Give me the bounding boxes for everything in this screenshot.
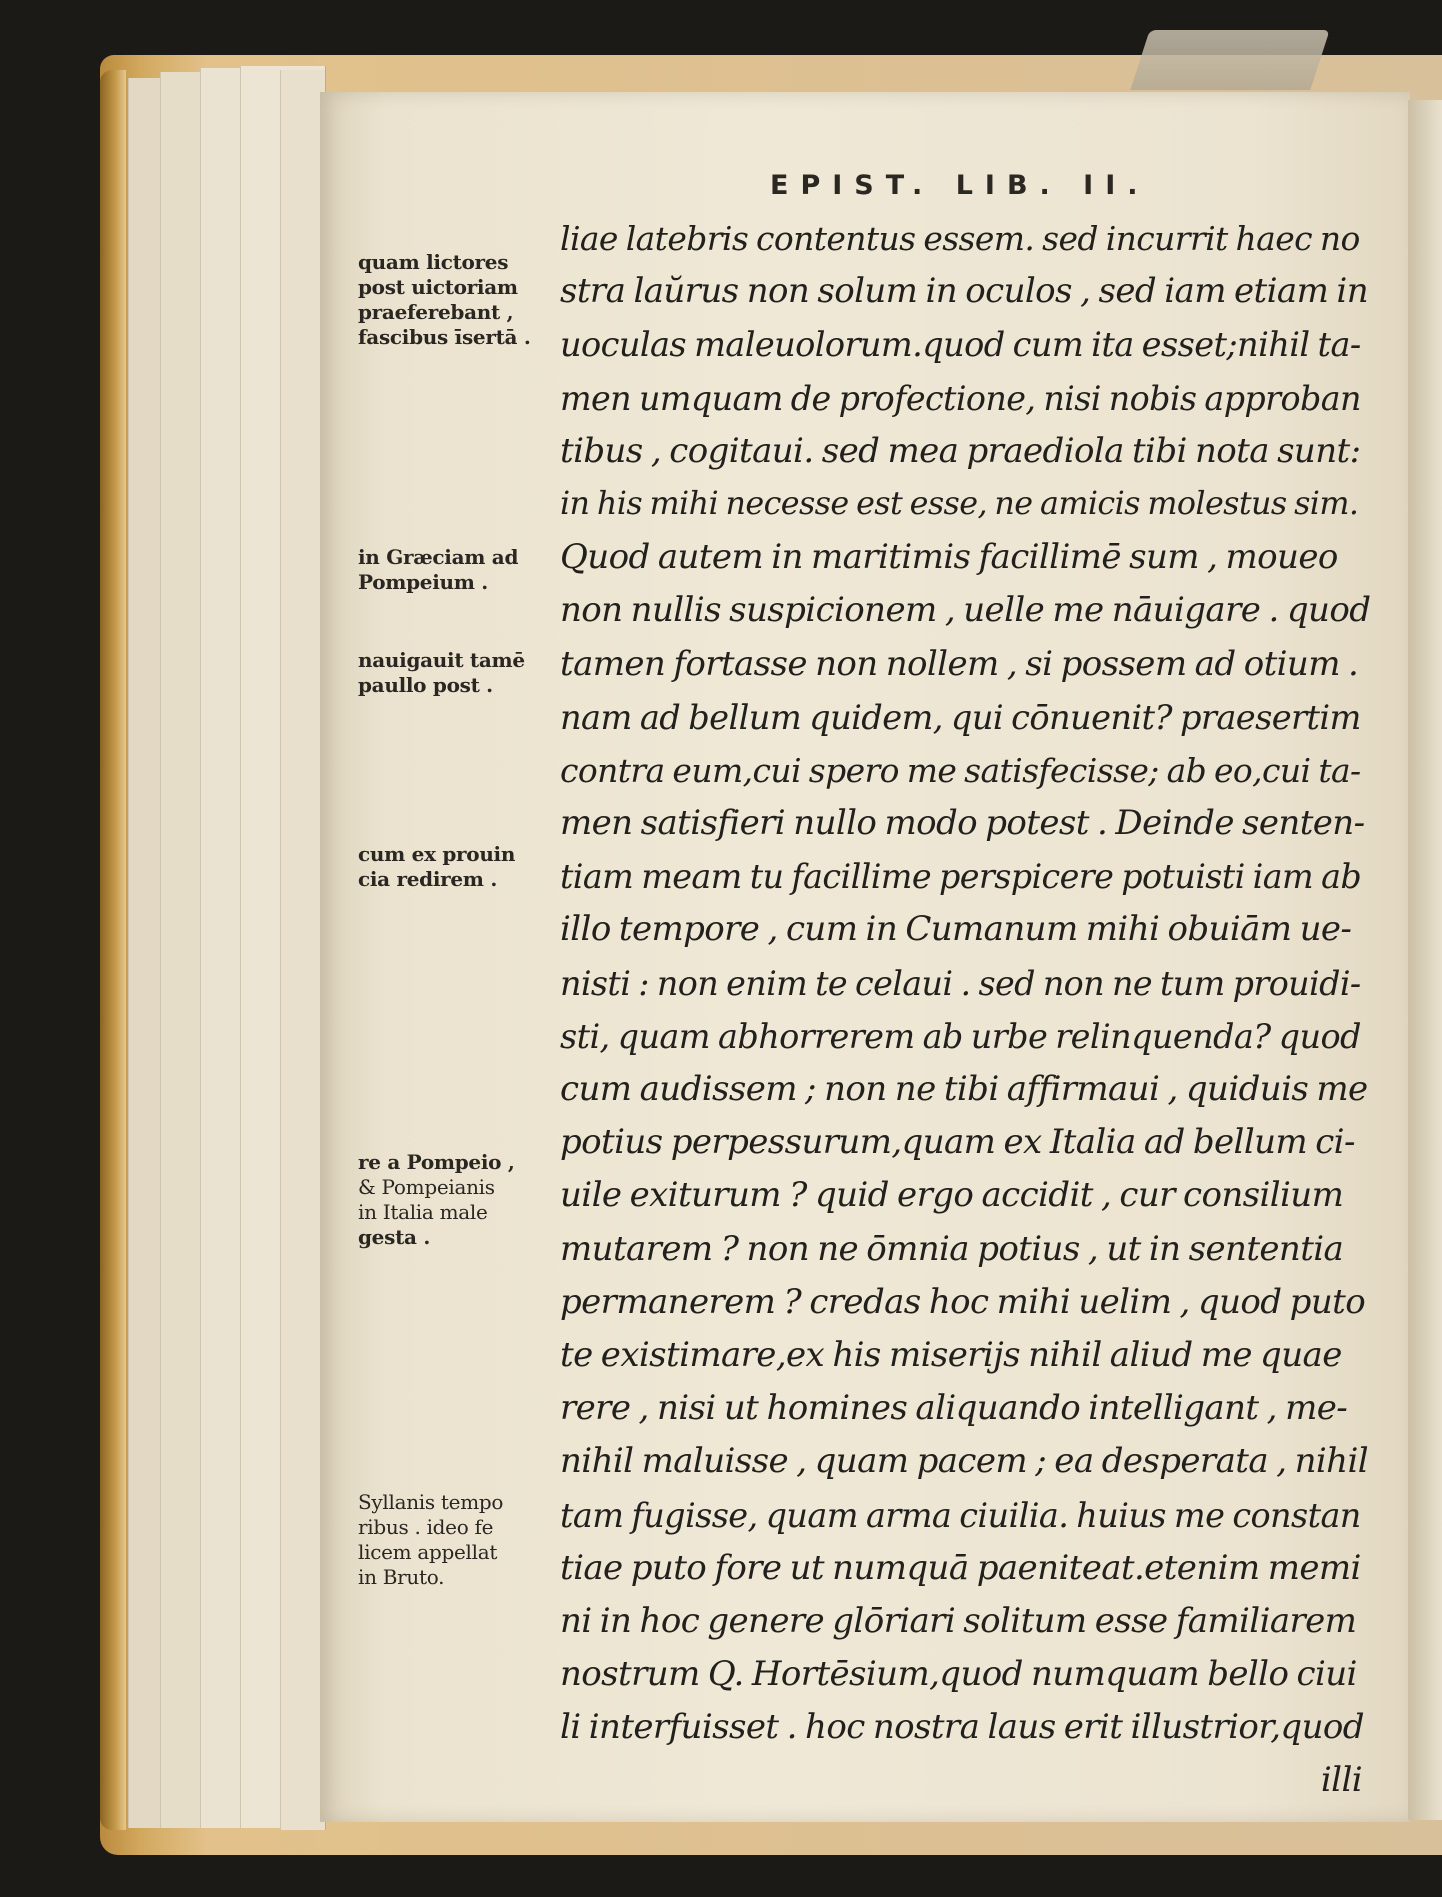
margin-note-line: Syllanis tempo (358, 1490, 504, 1514)
margin-note (358, 250, 558, 350)
text-line: te existimare,ex his miserijs nihil aliud me quae (560, 1334, 1342, 1375)
margin-note-line: in Bruto. (358, 1565, 445, 1589)
margin-note-line: paullo post . (358, 673, 493, 697)
text-line: mutarem ? non ne ōmnia potius , ut in sententia (560, 1228, 1344, 1269)
text-line: tiae puto fore ut numquā paeniteat.etenim memi (560, 1547, 1361, 1588)
text-line: li interfuisset . hoc nostra laus erit illustrior,quod (560, 1707, 1364, 1748)
text-line: nam ad bellum quidem, qui cōnuenit? praesertim (560, 697, 1361, 737)
text-line: nisti : non enim te celaui . sed non ne tum prouidi- (560, 963, 1361, 1003)
margin-note (358, 842, 558, 892)
text-line: tiam meam tu facillime perspicere potuisti iam ab (560, 857, 1362, 897)
text-line: men satisfieri nullo modo potest . Deinde senten- (560, 803, 1365, 844)
text-line: Quod autem in maritimis facillimē sum , moueo (560, 537, 1338, 578)
facing-page-edge (1408, 100, 1442, 1820)
margin-note-line: cum ex prouin (358, 842, 516, 866)
margin-note-line: quam lictores (358, 250, 509, 274)
text-line: men umquam de profectione, nisi nobis approban (560, 378, 1361, 418)
text-line: tamen fortasse non nollem , si possem ad otium . (560, 643, 1359, 684)
text-line: permanerem ? credas hoc mihi uelim , quod puto (560, 1281, 1366, 1322)
cover-spine-edge (100, 70, 126, 1830)
margin-note-line: fascibus īsertā . (358, 325, 531, 349)
catchword: illi (1320, 1760, 1362, 1801)
running-head: EPIST. LIB. II. (770, 170, 1150, 201)
margin-note-line: in Græciam ad (358, 545, 519, 569)
margin-note (358, 1150, 558, 1250)
text-line: nihil maluisse , quam pacem ; ea desperata , nihil (560, 1441, 1369, 1482)
paper-tab (1130, 30, 1329, 90)
text-line: tam fugisse, quam arma ciuilia. huius me constan (560, 1495, 1361, 1535)
text-line: in his mihi necesse est esse, ne amicis molestus sim. (560, 485, 1359, 522)
margin-note-line: gesta . (358, 1225, 430, 1249)
text-line: tibus , cogitaui. sed mea praediola tibi nota sunt: (560, 430, 1361, 471)
text-line: potius perpessurum,quam ex Italia ad bellum ci- (560, 1122, 1355, 1163)
margin-note-line: licem appellat (358, 1540, 498, 1564)
text-line: ni in hoc genere glōriari solitum esse familiarem (560, 1600, 1357, 1641)
text-line: non nullis suspicionem , uelle me nāuigare . quod (560, 590, 1371, 631)
text-line: liae latebris contentus essem. sed incurrit haec no (560, 219, 1360, 258)
margin-note-line: cia redirem . (358, 867, 497, 891)
margin-note (358, 648, 558, 698)
margin-note-line: post uictoriam (358, 275, 518, 299)
margin-note-line: in Italia male (358, 1200, 488, 1224)
text-line: sti, quam abhorrerem ab urbe relinquenda? quod (560, 1016, 1361, 1056)
margin-note (358, 1490, 558, 1590)
margin-note (358, 545, 558, 595)
text-line: cum audissem ; non ne tibi affirmaui , quiduis me (560, 1069, 1368, 1109)
text-line: uoculas maleuolorum.quod cum ita esset;nihil ta- (560, 325, 1361, 365)
text-line: rere , nisi ut homines aliquando intelligant , me- (560, 1388, 1348, 1429)
text-line: nostrum Q. Hortēsium,quod numquam bello ciui (560, 1654, 1357, 1695)
text-line: illo tempore , cum in Cumanum mihi obuiām ue- (560, 909, 1352, 950)
text-line: stra laŭrus non solum in oculos , sed iam etiam in (560, 271, 1368, 312)
margin-note-line: re a Pompeio , (358, 1150, 515, 1174)
margin-note-line: Pompeium . (358, 570, 488, 594)
main-text (560, 212, 1370, 1808)
margin-note-line: nauigauit tamē (358, 648, 525, 672)
text-line: contra eum,cui spero me satisfecisse; ab eo,cui ta- (560, 750, 1361, 790)
text-line: uile exiturum ? quid ergo accidit , cur consilium (560, 1175, 1344, 1216)
margin-note-line: ribus . ideo fe (358, 1515, 494, 1539)
margin-note-line: praeferebant , (358, 300, 514, 324)
margin-note-line: & Pompeianis (358, 1175, 495, 1199)
